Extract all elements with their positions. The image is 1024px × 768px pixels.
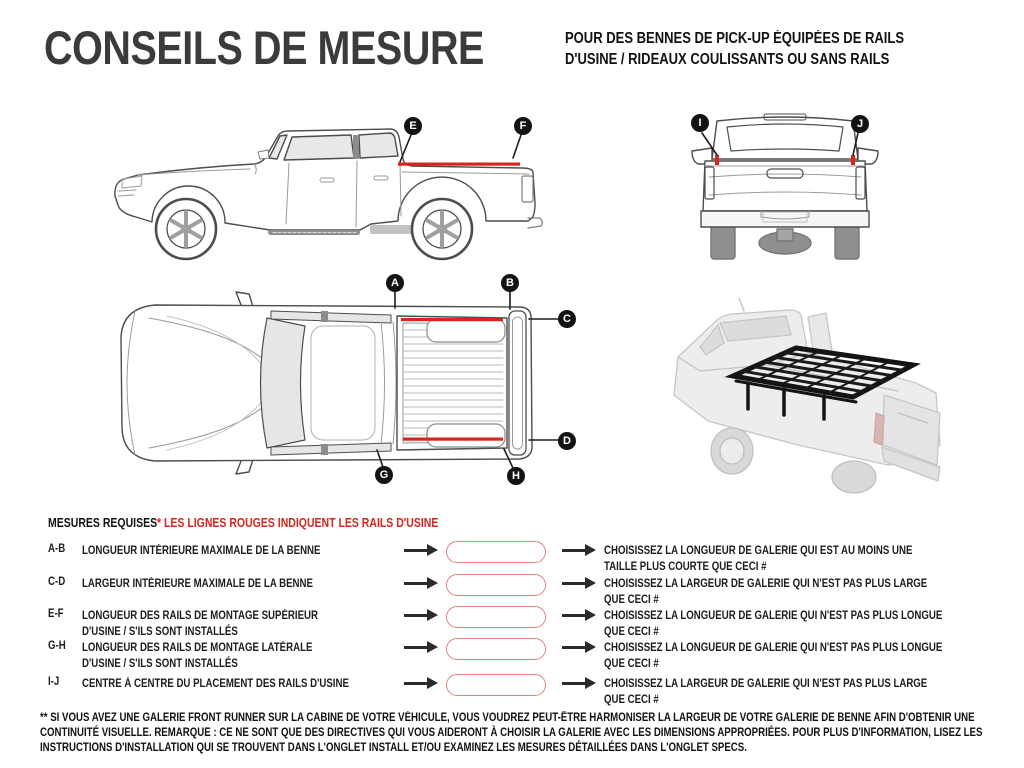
footer-line1: ** SI VOUS AVEZ UNE GALERIE FRONT RUNNER SUR LA CABINE DE VOTRE VÉHICULE, VOUS VOUDREZ PEUT-ÊTRE HARMONISER LA LARGEUR DE VOTRE GALERIE DE BENNE AFIN D'OBTENIR UNE <box>40 712 975 724</box>
row-key-ab: A-B <box>48 543 66 555</box>
footer-line3: INSTRUCTIONS D'INSTALLATION QUI SE TROUVENT DANS L'ONGLET INSTALL ET/OU EXAMINEZ LES MESURES DÉTAILLÉES DANS L'ONGLET SPECS. <box>40 742 747 754</box>
subtitle-line2: D'USINE / RIDEAUX COULISSANTS OU SANS RAILS <box>565 51 890 68</box>
row-instruction-cd <box>604 576 927 608</box>
truck-3d-render <box>648 295 983 505</box>
arrow-right-icon <box>404 609 438 622</box>
row-label-cd-line1: LARGEUR INTÉRIEURE MAXIMALE DE LA BENNE <box>82 578 313 590</box>
marker-b: B <box>501 274 519 292</box>
measurement-input-cd[interactable] <box>446 574 546 596</box>
marker-d: D <box>558 432 576 450</box>
row-instruction-cd-line1: CHOISISSEZ LA LARGEUR DE GALERIE QUI N'EST PAS PLUS LARGE <box>604 578 928 590</box>
truck-rear-view-diagram <box>665 105 905 265</box>
marker-a: A <box>386 274 404 292</box>
row-instruction-ef-line1: CHOISISSEZ LA LONGUEUR DE GALERIE QUI N'EST PAS PLUS LONGUE <box>604 610 943 622</box>
row-key-cd: C-D <box>48 576 66 588</box>
row-label-cd <box>82 576 313 592</box>
page-subtitle <box>565 28 904 70</box>
row-instruction-ij-line1: CHOISISSEZ LA LARGEUR DE GALERIE QUI N'EST PAS PLUS LARGE <box>604 678 928 690</box>
arrow-right-icon <box>404 577 438 590</box>
row-instruction-ij-line2: QUE CECI # <box>604 694 659 706</box>
row-label-ij-line1: CENTRE À CENTRE DU PLACEMENT DES RAILS D'USINE <box>82 678 349 690</box>
row-label-gh-line1: LONGUEUR DES RAILS DE MONTAGE LATÉRALE <box>82 642 313 654</box>
marker-h: H <box>507 467 525 485</box>
measurement-input-gh[interactable] <box>446 638 546 660</box>
row-key-ij: I-J <box>48 676 60 688</box>
row-label-ef <box>82 608 318 640</box>
marker-e: E <box>404 117 422 135</box>
row-instruction-ij <box>604 676 927 708</box>
row-label-gh-line2: D'USINE / S'ILS SONT INSTALLÉS <box>82 658 238 670</box>
truck-top-view-diagram <box>115 278 595 488</box>
marker-i: I <box>691 114 709 132</box>
measurement-input-ij[interactable] <box>446 674 546 696</box>
row-key-ef: E-F <box>48 608 64 620</box>
row-instruction-ab-line1: CHOISISSEZ LA LONGUEUR DE GALERIE QUI EST AU MOINS UNE <box>604 545 913 557</box>
arrow-right-icon <box>562 609 596 622</box>
row-label-ef-line2: D'USINE / S'ILS SONT INSTALLÉS <box>82 626 238 638</box>
marker-g: G <box>375 466 393 484</box>
arrow-right-icon <box>404 641 438 654</box>
arrow-right-icon <box>404 677 438 690</box>
marker-c: C <box>558 310 576 328</box>
arrow-right-icon <box>562 641 596 654</box>
marker-j: J <box>851 115 869 133</box>
marker-f: F <box>514 117 532 135</box>
arrow-right-icon <box>404 544 438 557</box>
row-instruction-ab-line2: TAILLE PLUS COURTE QUE CECI # <box>604 561 767 573</box>
truck-top-view-art <box>115 278 595 488</box>
arrow-right-icon <box>562 544 596 557</box>
arrow-right-icon <box>562 677 596 690</box>
row-label-ab <box>82 543 320 559</box>
measurement-input-ef[interactable] <box>446 606 546 628</box>
truck-side-view-art <box>108 106 548 266</box>
page-title: CONSEILS DE MESURE <box>44 21 484 74</box>
truck-3d-render-art <box>648 295 983 505</box>
measurement-input-ab[interactable] <box>446 541 546 563</box>
footer-line2: CONTINUITÉ VISUELLE. REMARQUE : CE NE SONT QUE DES DIRECTIVES QUI VOUS AIDERONT À CHOISIR LA GALERIE AVEC LES DIMENSIONS APPROPRIÉES. POUR PLUS D'INFORMATION, LISEZ LES <box>40 727 983 739</box>
row-instruction-gh-line2: QUE CECI # <box>604 658 659 670</box>
measurements-heading: MESURES REQUISES <box>48 516 158 530</box>
red-lines-note: * LES LIGNES ROUGES INDIQUENT LES RAILS D'USINE <box>157 516 439 530</box>
footer-note <box>40 711 982 756</box>
row-instruction-cd-line2: QUE CECI # <box>604 594 659 606</box>
row-key-gh: G-H <box>48 640 66 652</box>
row-instruction-ef <box>604 608 942 640</box>
row-label-ab-line1: LONGUEUR INTÉRIEURE MAXIMALE DE LA BENNE <box>82 545 321 557</box>
subtitle-line1: POUR DES BENNES DE PICK-UP ÉQUIPÉES DE RAILS <box>565 30 905 47</box>
row-label-ef-line1: LONGUEUR DES RAILS DE MONTAGE SUPÉRIEUR <box>82 610 318 622</box>
arrow-right-icon <box>562 577 596 590</box>
row-instruction-gh <box>604 640 942 672</box>
row-label-ij <box>82 676 349 692</box>
row-instruction-ab <box>604 543 912 575</box>
row-label-gh <box>82 640 312 672</box>
row-instruction-ef-line2: QUE CECI # <box>604 626 659 638</box>
truck-side-view-diagram <box>108 106 548 266</box>
row-instruction-gh-line1: CHOISISSEZ LA LONGUEUR DE GALERIE QUI N'EST PAS PLUS LONGUE <box>604 642 943 654</box>
